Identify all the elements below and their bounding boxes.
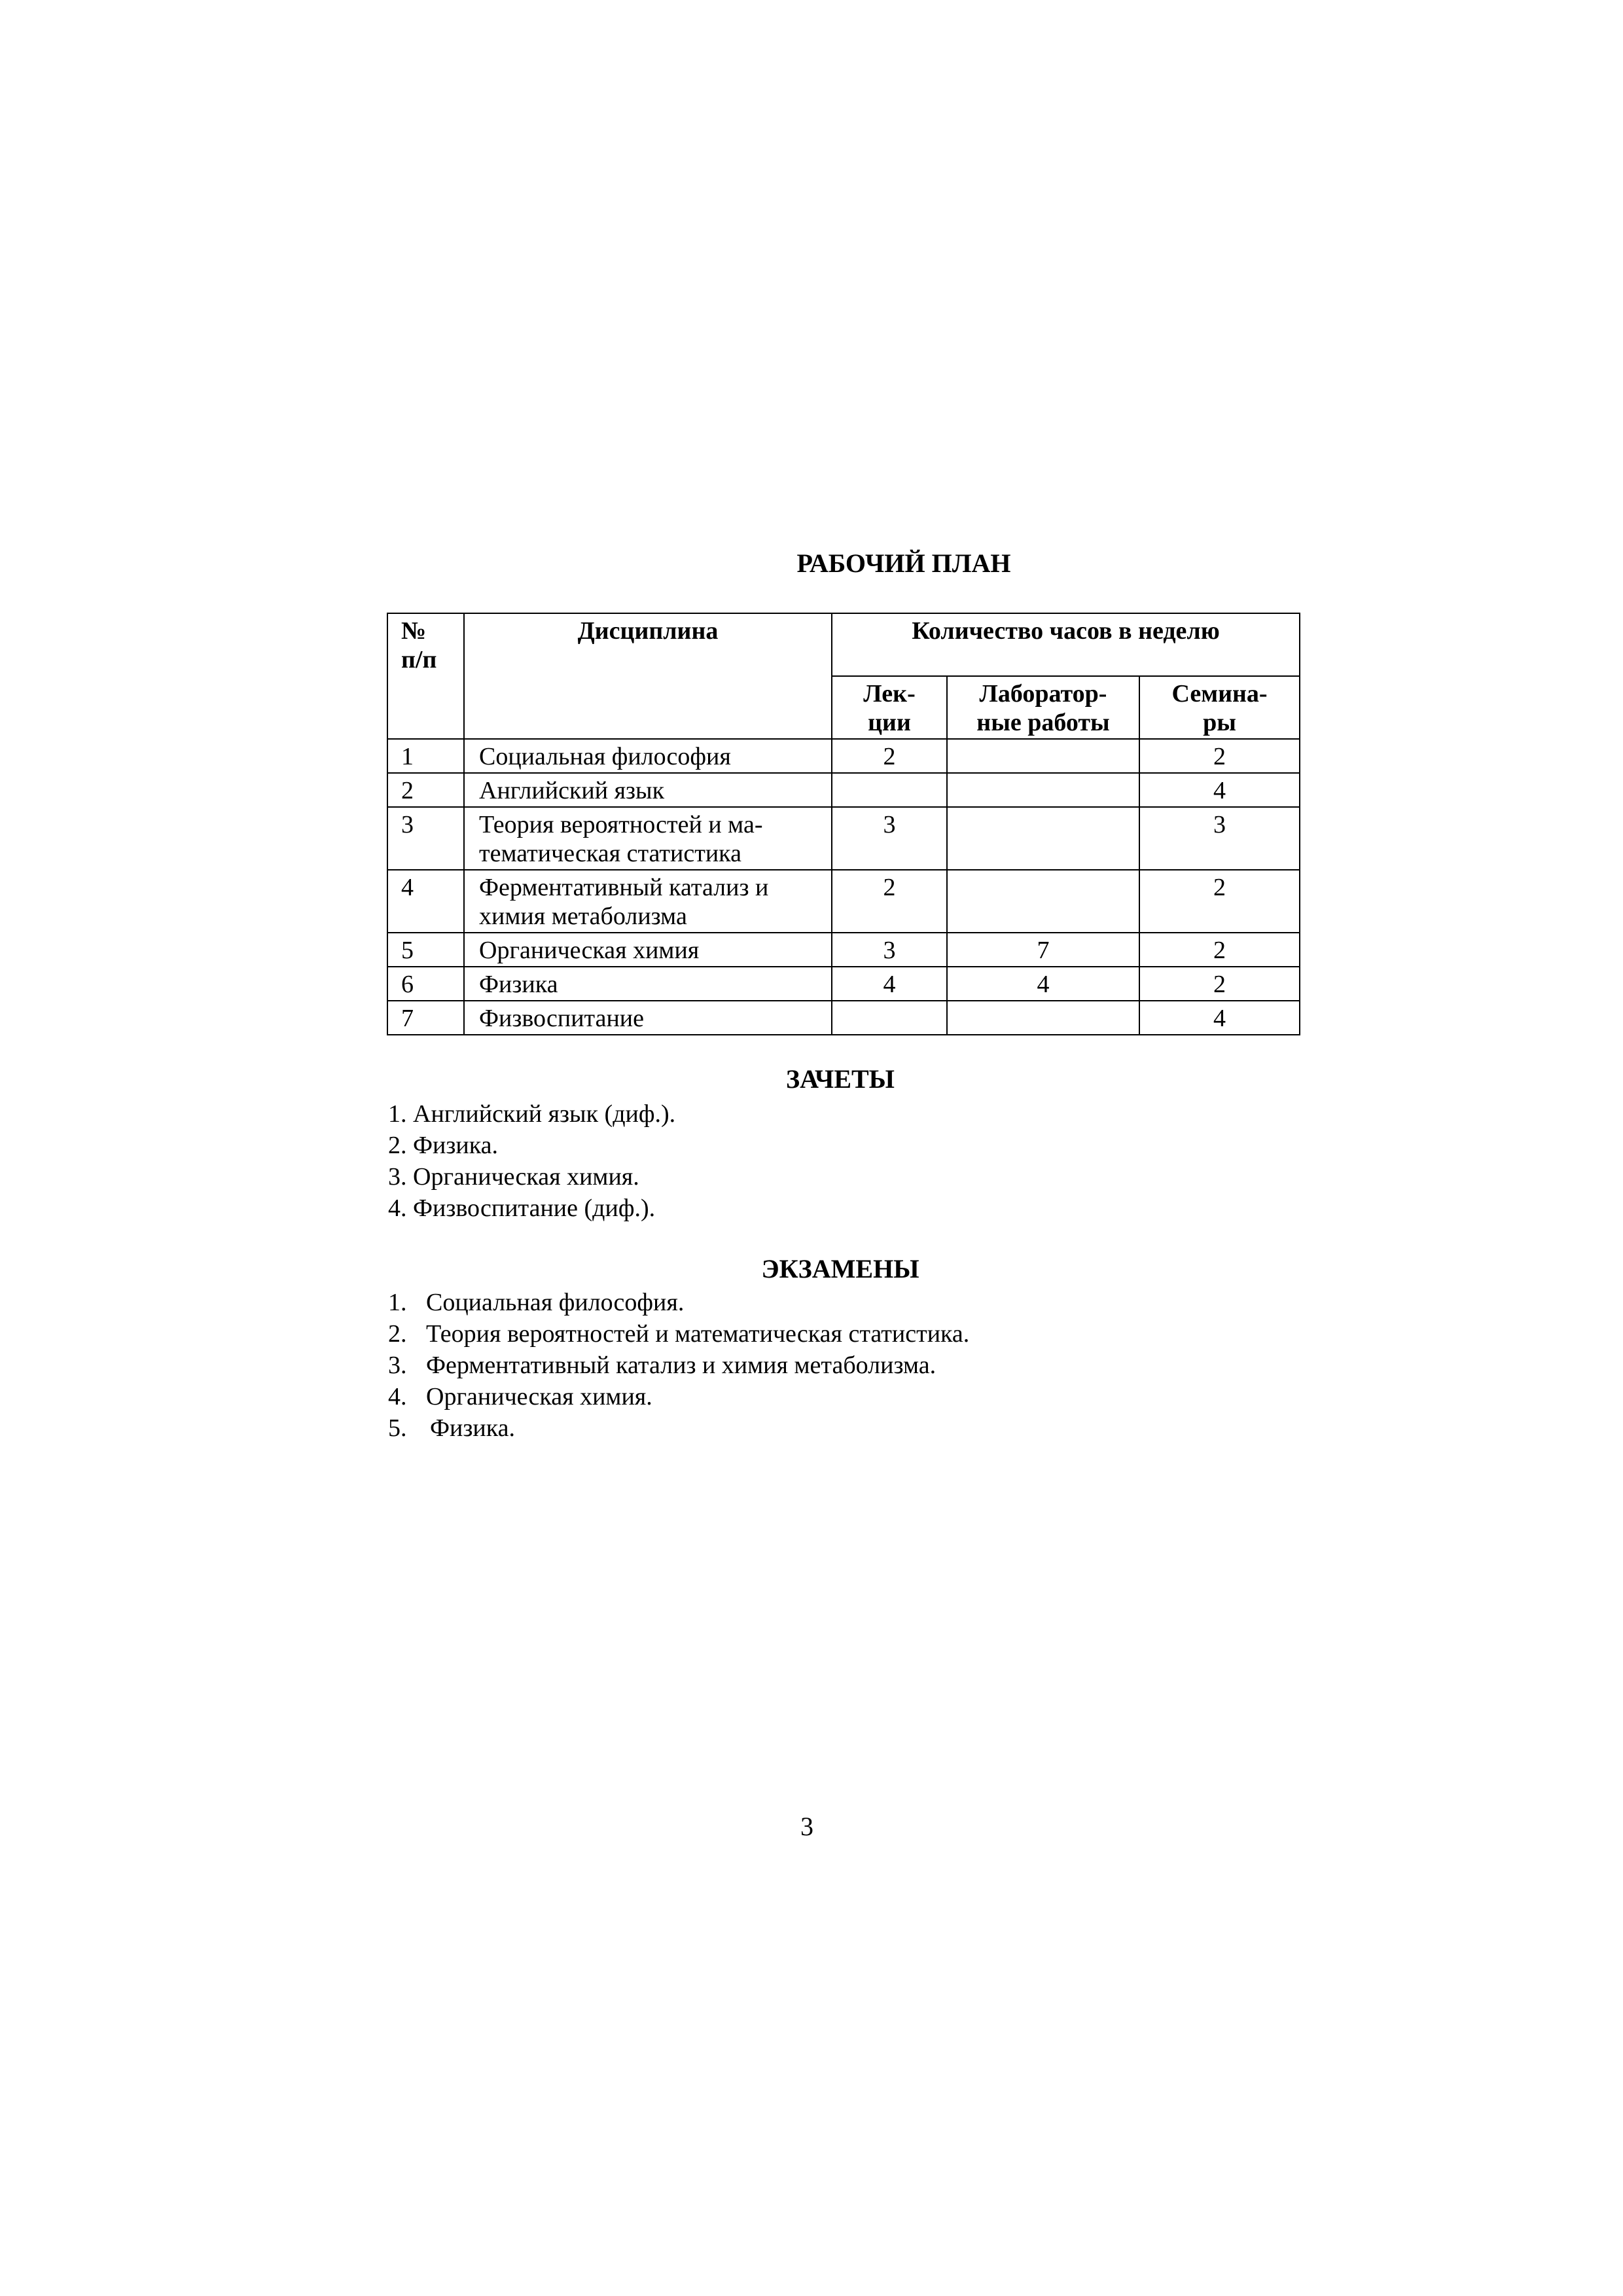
item-number: 1. (388, 1289, 407, 1316)
exams-list (388, 1287, 969, 1444)
table-row (387, 967, 1300, 1001)
row-discipline: Ферментативный катализ и химия метаболизма (464, 870, 832, 933)
row-labs (947, 773, 1139, 807)
row-lectures: 3 (832, 933, 947, 967)
table-row (387, 933, 1300, 967)
row-seminars: 2 (1139, 933, 1300, 967)
header-num-text: № п/п (401, 617, 437, 673)
list-item (388, 1350, 969, 1381)
item-number: 3. (388, 1163, 407, 1191)
table-row (387, 773, 1300, 807)
work-plan-table (387, 613, 1300, 1035)
item-number: 4. (388, 1383, 407, 1410)
header-discipline: Дисциплина (464, 613, 832, 739)
row-seminars: 4 (1139, 773, 1300, 807)
row-labs (947, 807, 1139, 870)
row-lectures: 2 (832, 870, 947, 933)
item-number: 1. (388, 1100, 407, 1128)
table-header-row (387, 613, 1300, 676)
item-number: 4. (388, 1194, 407, 1222)
row-num: 4 (387, 870, 464, 933)
row-labs (947, 870, 1139, 933)
item-text: Английский язык (диф.). (413, 1100, 676, 1128)
list-item (388, 1287, 969, 1318)
row-discipline: Физвоспитание (464, 1001, 832, 1035)
list-item (388, 1098, 675, 1130)
list-item (388, 1130, 675, 1161)
row-num: 1 (387, 739, 464, 773)
row-discipline: Социальная философия (464, 739, 832, 773)
row-labs: 7 (947, 933, 1139, 967)
credits-title: ЗАЧЕТЫ (786, 1064, 895, 1094)
row-labs (947, 1001, 1139, 1035)
row-num: 3 (387, 807, 464, 870)
table-row (387, 1001, 1300, 1035)
list-item (388, 1193, 675, 1224)
row-lectures: 2 (832, 739, 947, 773)
table-row (387, 870, 1300, 933)
item-text: Социальная философия. (426, 1289, 685, 1316)
item-text: Теория вероятностей и математическая статистика. (426, 1320, 970, 1348)
item-text: Органическая химия. (413, 1163, 639, 1191)
header-num (387, 613, 464, 739)
page-number: 3 (800, 1812, 813, 1841)
credits-list (388, 1098, 675, 1224)
row-num: 6 (387, 967, 464, 1001)
row-discipline: Теория вероятностей и ма- тематическая статистика (464, 807, 832, 870)
list-item (388, 1161, 675, 1193)
item-text: Физвоспитание (диф.). (413, 1194, 656, 1222)
list-item (388, 1318, 969, 1350)
item-text: Органическая химия. (426, 1383, 652, 1410)
item-number: 5. (388, 1414, 407, 1442)
row-discipline: Английский язык (464, 773, 832, 807)
row-discipline: Физика (464, 967, 832, 1001)
plan-title: РАБОЧИЙ ПЛАН (796, 548, 1011, 578)
row-seminars: 4 (1139, 1001, 1300, 1035)
list-item (388, 1381, 969, 1412)
item-text: Физика. (413, 1132, 498, 1159)
row-num: 2 (387, 773, 464, 807)
item-text: Ферментативный катализ и химия метаболизма. (426, 1352, 936, 1379)
item-number: 2. (388, 1132, 407, 1159)
row-discipline: Органическая химия (464, 933, 832, 967)
row-seminars: 3 (1139, 807, 1300, 870)
header-hours: Количество часов в неделю (832, 613, 1300, 676)
row-labs (947, 739, 1139, 773)
item-text: Физика. (430, 1414, 515, 1442)
row-lectures (832, 773, 947, 807)
table-row (387, 807, 1300, 870)
header-seminars: Семина- ры (1139, 676, 1300, 739)
table-row (387, 739, 1300, 773)
row-lectures: 3 (832, 807, 947, 870)
row-lectures: 4 (832, 967, 947, 1001)
header-labs: Лаборатор- ные работы (947, 676, 1139, 739)
row-seminars: 2 (1139, 739, 1300, 773)
item-number: 2. (388, 1320, 407, 1348)
item-number: 3. (388, 1352, 407, 1379)
header-lectures: Лек- ции (832, 676, 947, 739)
exams-title: ЭКЗАМЕНЫ (761, 1254, 919, 1283)
row-lectures (832, 1001, 947, 1035)
row-num: 7 (387, 1001, 464, 1035)
list-item (388, 1412, 969, 1444)
row-num: 5 (387, 933, 464, 967)
row-seminars: 2 (1139, 967, 1300, 1001)
row-labs: 4 (947, 967, 1139, 1001)
row-seminars: 2 (1139, 870, 1300, 933)
